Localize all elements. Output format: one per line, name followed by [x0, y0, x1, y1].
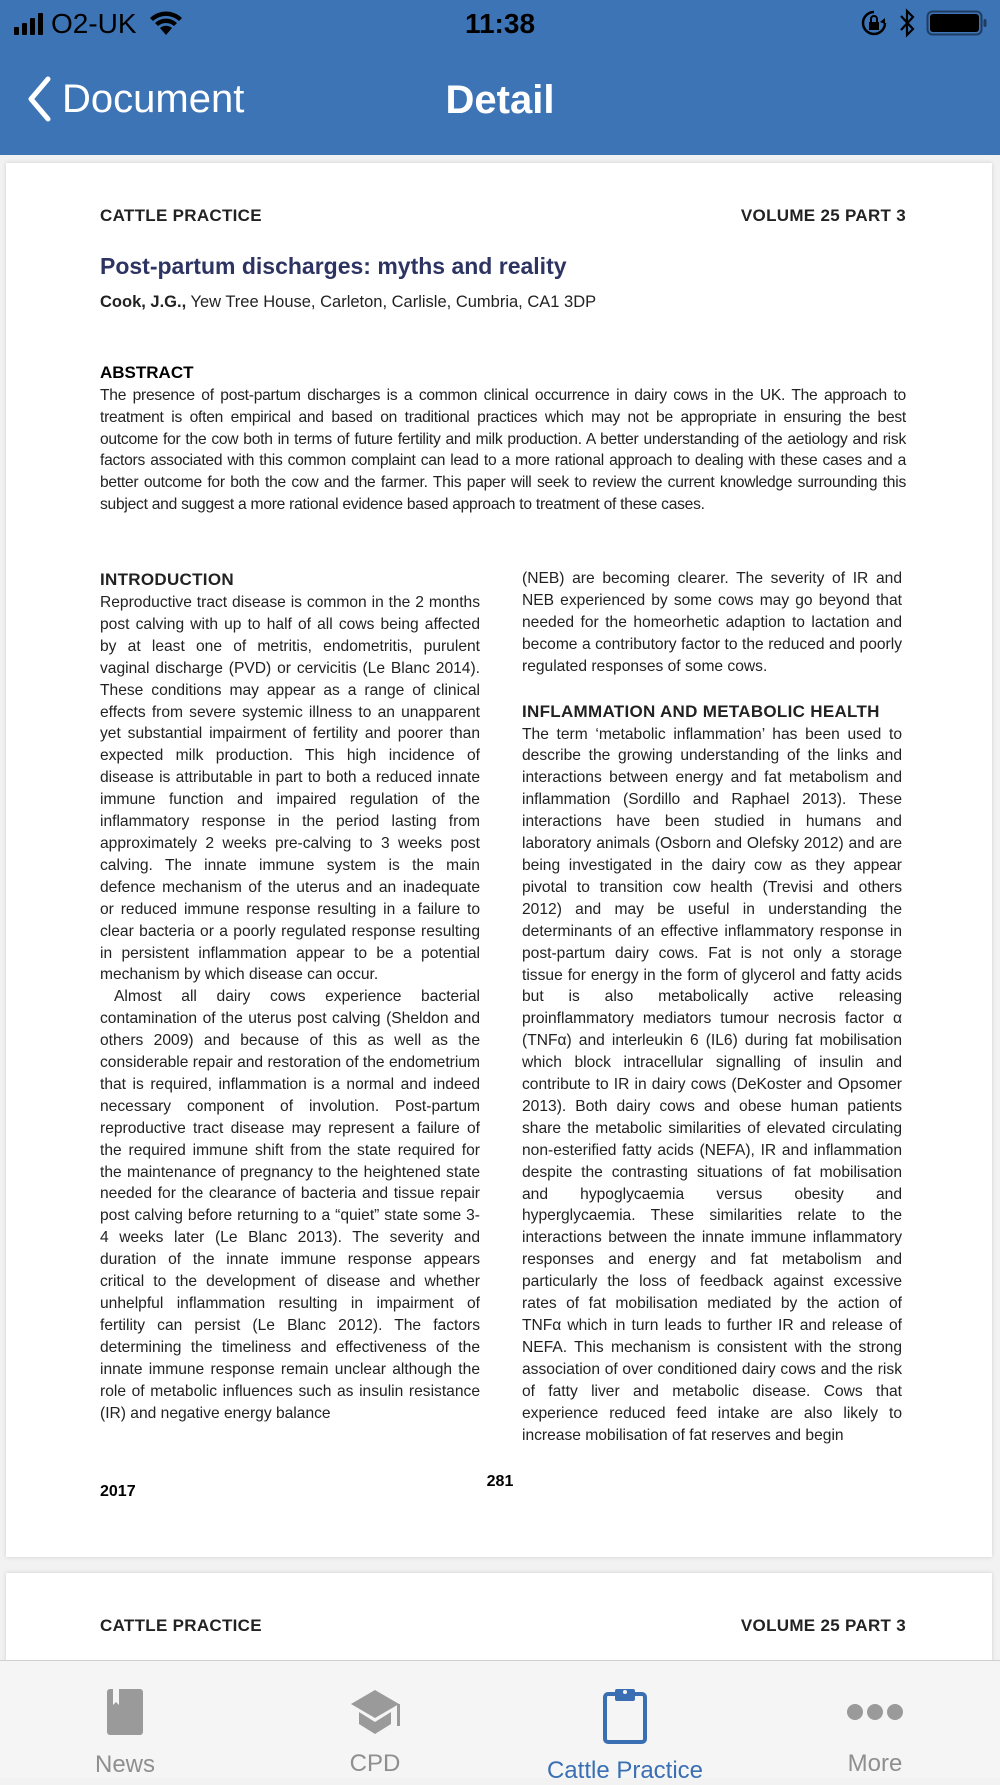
page-title: Detail: [445, 78, 555, 122]
back-button-label: Document: [62, 76, 245, 121]
abstract-heading: ABSTRACT: [100, 363, 194, 382]
inflammation-heading: INFLAMMATION AND METABOLIC HEALTH: [522, 701, 880, 721]
article-title: Post-partum discharges: myths and reality: [100, 253, 567, 279]
status-time: 11:38: [464, 8, 536, 39]
author-name: Cook, J.G.,: [100, 293, 187, 311]
battery-icon: [926, 9, 988, 37]
author-address: Yew Tree House, Carleton, Carlisle, Cumbria, CA1 3DP: [186, 293, 597, 311]
book-icon: [105, 1687, 145, 1737]
tab-cpd[interactable]: [250, 1661, 500, 1778]
running-header-next: [100, 1616, 906, 1636]
running-header: [100, 206, 906, 226]
abstract-text: The presence of post-partum discharges is a common clinical occurrence in dairy cows in the UK. The approach to treatment is often empirical and based on traditional practices which may not be appropriate in ensuring the best outcome for the cow both in terms of future fertility and milk production. A better understanding of the aetiology and risk factors associated with this common complaint can lead to a more rational approach to dealing with these cases and a better outcome for both the cow and the farmer. This paper will seek to review the current knowledge surrounding this subject and suggest a more rational evidence based approach to treatment of these cases.: [100, 387, 906, 513]
introduction-paragraph-2: Almost all dairy cows experience bacterial contamination of the uterus post calving (Sheldon and others 2009) and because of this as well as the considerable repair and restoration of the endometrium that is required, inflammation is a normal and indeed necessary component of involution. Post-partum reproductive tract disease may represent a failure of the required immune shift from the state required for the maintenance of pregnancy to the heightened state needed for the clearance of bacteria and tissue repair post calving before returning to a “quiet” state some 3-4 weeks later (Le Blanc 2013). The severity and duration of the innate immune response appears critical to the development of disease and whether unhelpful inflammation resulting in impairment of fertility can persist (Le Blanc 2012). The factors determining the timeliness and effectiveness of the innate immune response remain unclear although the role of metabolic influences such as insulin resistance (IR) and negative energy balance: [100, 988, 480, 1422]
tab-bar: [0, 1660, 1000, 1784]
volume-label-next: VOLUME 25 PART 3: [740, 1616, 906, 1635]
inflammation-paragraph-1: The term ‘metabolic inflammation’ has been used to describe the growing understanding of the links and interactions between energy and fat metabolism and inflammation (Sordillo and Raphael 2013). These interactions have been studied in humans and laboratory animals (Osborn and Olefsky 2012) and are being investigated in the dairy cow as they appear pivotal to transition cow health (Trevisi and others 2012) and may be useful in understanding the determinants of an effective inflammatory response in post-partum dairy cows. Fat is not only a storage tissue for energy in the form of glycerol and fatty acids but is also metabolically active releasing proinflammatory mediators tumour necrosis factor α (TNFα) and interleukin 6 (IL6) during fat mobilisation which block intracellular signalling of insulin and contribute to IR in dairy cows (DeKoster and Opsomer 2013). Both dairy cows and obese human patients share the metabolic similarities of elevated circulating non-esterified fatty acids (NEFA), IR and inflammation despite the contrasting situations of fat mobilisation and hypoglycaemia versus obesity and hyperglycaemia. These similarities relate to the interactions between the innate immune inflammatory responses and energy and fat metabolism and particularly the loss of feedback against excessive rates of fat mobilisation mediated by the action of TNFα which in turn leads to further IR and release of NEFA. This mechanism is consistent with the strong association of over conditioned dairy cows and the risk of fatty liver and metabolic disease. Cows that experience reduced feed intake are also likely to increase mobilisation of fat reserves and begin: [522, 725, 902, 1444]
app-header: [0, 0, 1000, 155]
status-bar: [0, 0, 1000, 50]
carrier-label: O2-UK: [51, 8, 137, 39]
article-author: [100, 293, 596, 312]
journal-name: CATTLE PRACTICE: [100, 206, 262, 225]
page-number: 281: [486, 1473, 514, 1490]
document-page[interactable]: [6, 163, 992, 1557]
tab-news[interactable]: [0, 1661, 250, 1778]
introduction-paragraph-continued: (NEB) are becoming clearer. The severity of IR and NEB experienced by some cows may go beyond that needed for the homeorhetic adaption to lactation and become a contributory factor to the reduced and poorly regulated responses of some cows.: [522, 570, 902, 675]
tab-news-label: News: [94, 1751, 155, 1778]
introduction-heading: INTRODUCTION: [100, 570, 234, 589]
footer-year: 2017: [100, 1483, 136, 1500]
graduation-cap-icon: [347, 1688, 403, 1736]
more-dots-icon: [845, 1702, 905, 1722]
journal-name-next: CATTLE PRACTICE: [100, 1616, 262, 1635]
navigation-bar: [0, 60, 1000, 140]
tab-more-label: More: [847, 1750, 903, 1777]
tab-cattle-practice[interactable]: [500, 1661, 750, 1784]
tab-cpd-label: CPD: [349, 1750, 401, 1777]
tab-more[interactable]: [750, 1661, 1000, 1778]
bluetooth-icon: [898, 8, 916, 38]
right-column: [522, 568, 902, 1446]
clipboard-icon: [602, 1686, 648, 1744]
rotation-lock-icon: [860, 9, 888, 37]
volume-label: VOLUME 25 PART 3: [740, 206, 906, 225]
left-column: [100, 568, 480, 1424]
introduction-paragraph-1: Reproductive tract disease is common in the 2 months post calving with up to half of all cows being affected by at least one of metritis, endometritis, purulent vaginal discharge (PVD) or cervicitis (Le Blanc 2014). These conditions may appear as a range of clinical effects from severe systemic illness to an unapparent yet substantial impairment of fertility and poorer than expected milk production. This high incidence of disease is attributable in part to both a reduced innate immune function and impaired regulation of the inflammatory response in the period lasting from approximately 2 weeks pre-calving to 3 weeks post calving. The innate immune system is the main defence mechanism of the uterus and an inadequate or reduced immune response resulting in a failure to clear bacteria or a poorly regulated response resulting in persistent inflammation appear to be a potential mechanism by which disease can occur.: [100, 594, 480, 984]
tab-cattle-practice-label: Cattle Practice: [546, 1757, 704, 1784]
